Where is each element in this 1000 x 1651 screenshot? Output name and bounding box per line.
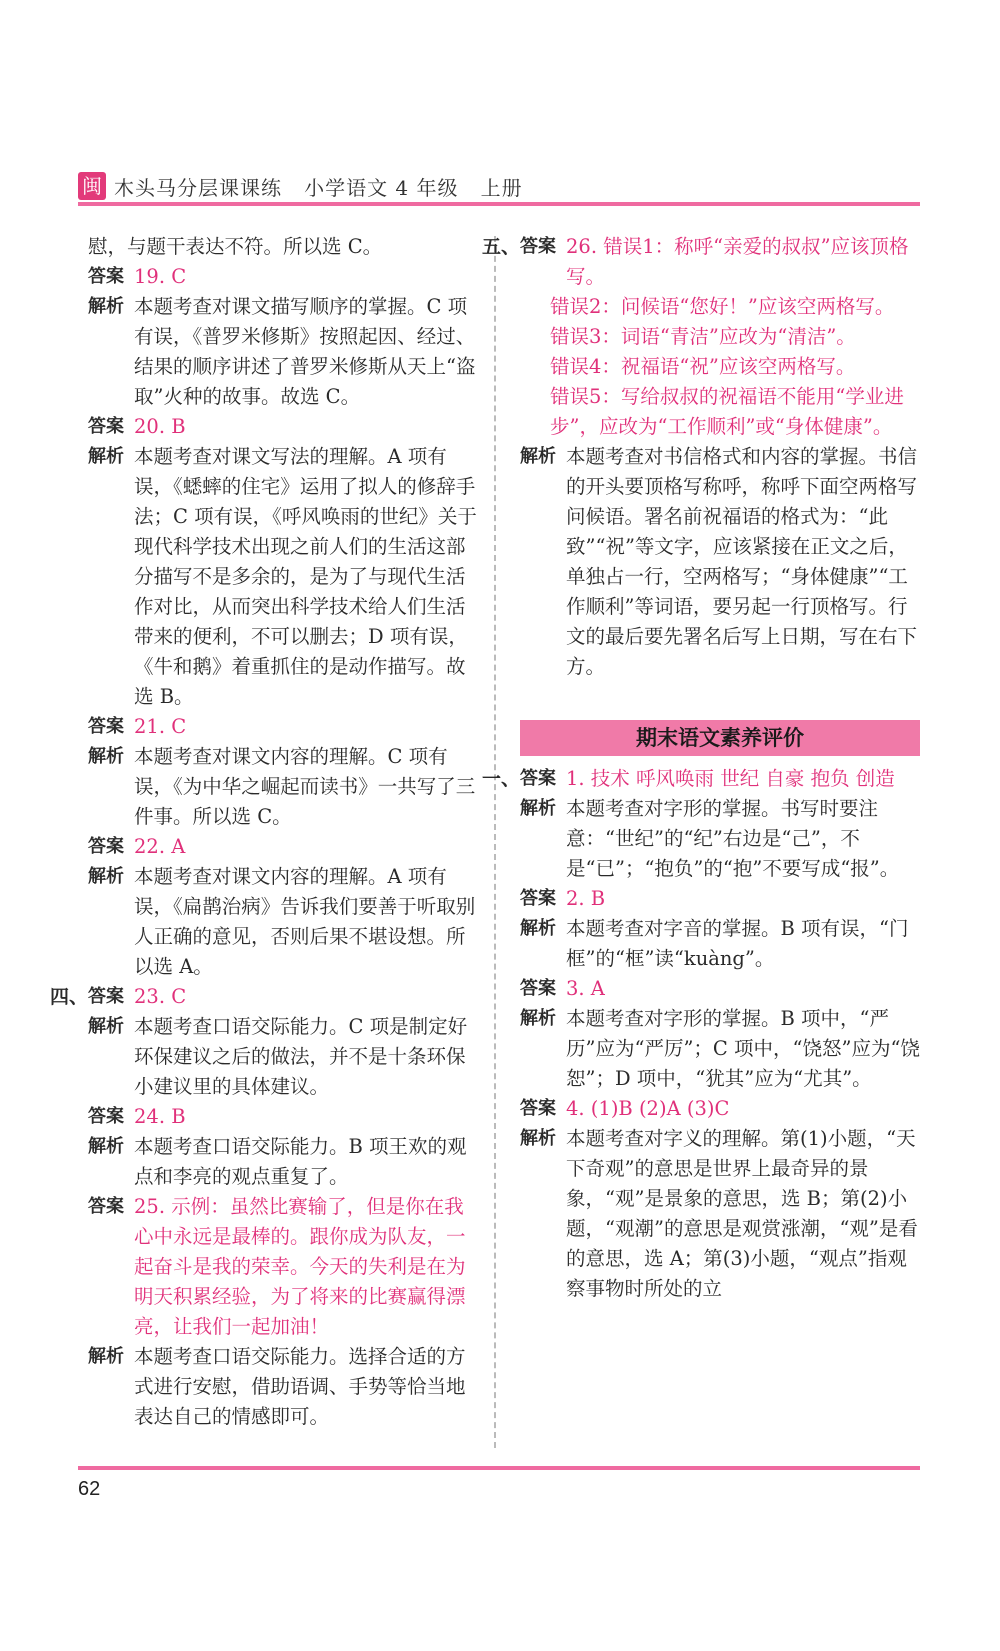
analysis-row [88, 1132, 478, 1192]
section-number: 一、 [482, 768, 521, 790]
analysis-label: 解析 [520, 446, 556, 467]
page-header [78, 168, 920, 206]
page-number: 62 [78, 1478, 101, 1500]
answer-row [88, 262, 478, 292]
answer-row [482, 232, 920, 292]
answer-value: 24. B [134, 1105, 186, 1128]
analysis-text: 本题考查口语交际能力。选择合适的方式进行安慰，借助语调、手势等恰当地表达自己的情感即可。 [134, 1345, 466, 1428]
answer-row [88, 712, 478, 742]
answer-row [88, 832, 478, 862]
analysis-label: 解析 [88, 746, 124, 767]
answer-row [88, 1192, 478, 1342]
column-divider [494, 236, 496, 1448]
section-number: 四、 [50, 986, 89, 1008]
analysis-text: 本题考查口语交际能力。B 项王欢的观点和李亮的观点重复了。 [134, 1135, 467, 1188]
analysis-row [520, 1124, 920, 1304]
analysis-row [88, 292, 478, 412]
analysis-label: 解析 [88, 866, 124, 887]
analysis-row [520, 794, 920, 884]
analysis-row [88, 862, 478, 982]
answer-label: 答案 [520, 1098, 556, 1119]
answer-text: 慰，与题干表达不符。所以选 C。 [88, 235, 383, 258]
analysis-text: 本题考查对课文写法的理解。A 项有误，《蟋蟀的住宅》运用了拟人的修辞手法；C 项有误，《呼风唤雨的世纪》关于现代科学技术出现之前人们的生活这部分描写不是多余的，是为了与现代生活作对比，从而突出科学技术给人们生活带来的便利，不可以删去；D 项有误，《牛和鹅》着重抓住的是动作描写。故选 B。 [134, 445, 477, 708]
book-logo-icon: 闽 [78, 172, 106, 200]
answer-label: 答案 [520, 978, 556, 999]
analysis-text: 本题考查对字义的理解。第(1)小题，“天下奇观”的意思是世界上最奇异的景象，“观”是景象的意思，选 B；第(2)小题，“观潮”的意思是观赏涨潮，“观”是看的意思，选 A；第(3)小题，“观点”指观察事物时所处的立 [566, 1127, 918, 1300]
error-item: 错误3：词语“青洁”应改为“清洁”。 [550, 325, 856, 348]
analysis-label: 解析 [88, 1136, 124, 1157]
footer-rule [78, 1466, 920, 1470]
analysis-text: 本题考查对课文内容的理解。A 项有误，《扁鹊治病》告诉我们要善于听取别人正确的意见，否则后果不堪设想。所以选 A。 [134, 865, 476, 978]
analysis-label: 解析 [88, 1016, 124, 1037]
analysis-text: 本题考查对字形的掌握。B 项中，“严历”应为“严厉”；C 项中，“饶怒”应为“饶恕”；D 项中，“犹其”应为“尤其”。 [566, 1007, 920, 1090]
analysis-label: 解析 [520, 918, 556, 939]
answer-value: 21. C [134, 715, 187, 738]
analysis-text: 本题考查对课文内容的理解。C 项有误，《为中华之崛起而读书》一共写了三件事。所以选 C。 [134, 745, 476, 828]
analysis-label: 解析 [88, 1346, 124, 1367]
answer-value: 23. C [134, 985, 187, 1008]
answer-row [88, 412, 478, 442]
analysis-row [88, 742, 478, 832]
analysis-text: 本题考查对字形的掌握。书写时要注意：“世纪”的“纪”右边是“己”，不是“已”；“抱负”的“抱”不要写成“报”。 [566, 797, 900, 880]
analysis-text: 本题考查对书信格式和内容的掌握。书信的开头要顶格写称呼，称呼下面空两格写问候语。署名前祝福语的格式为：“此致”“祝”等文字，应该紧接在正文之后，单独占一行，空两格写；“身体健康”“工作顺利”等词语，要另起一行顶格写。行文的最后要先署名后写上日期，写在右下方。 [566, 445, 918, 678]
answer-label: 答案 [88, 266, 124, 287]
answer-value: 4. (1)B (2)A (3)C [566, 1097, 730, 1120]
answer-label: 答案 [88, 416, 124, 437]
section-title-bar: 期末语文素养评价 [520, 720, 920, 756]
analysis-row [520, 442, 920, 682]
answer-value: 3. A [566, 977, 605, 1000]
answer-label: 答案 [88, 716, 124, 737]
analysis-label: 解析 [520, 1128, 556, 1149]
analysis-label: 解析 [88, 446, 124, 467]
section-number: 五、 [482, 236, 521, 258]
answer-row [520, 974, 920, 1004]
answer-label: 答案 [88, 836, 124, 857]
book-title: 木头马分层课课练 小学语文 4 年级 上册 [114, 176, 523, 200]
answer-value: 26. 错误1：称呼“亲爱的叔叔”应该顶格写。 [566, 235, 909, 288]
answer-row [520, 1094, 920, 1124]
answer-label: 答案 [88, 1106, 124, 1127]
answer-value: 2. B [566, 887, 606, 910]
answer-value: 20. B [134, 415, 186, 438]
error-item: 错误4：祝福语“祝”应该空两格写。 [550, 355, 856, 378]
answer-label: 答案 [88, 1196, 124, 1217]
error-item: 错误2：问候语“您好！”应该空两格写。 [550, 295, 895, 318]
analysis-label: 解析 [520, 1008, 556, 1029]
answer-value: 19. C [134, 265, 187, 288]
analysis-row [88, 442, 478, 712]
answer-row [520, 884, 920, 914]
analysis-row [88, 1012, 478, 1102]
analysis-text: 本题考查口语交际能力。C 项是制定好环保建议之后的做法，并不是十条环保小建议里的具体建议。 [134, 1015, 468, 1098]
error-item: 错误5：写给叔叔的祝福语不能用“学业进步”，应改为“工作顺利”或“身体健康”。 [550, 385, 904, 438]
answer-row [482, 764, 920, 794]
answer-row [88, 1102, 478, 1132]
analysis-row [88, 1342, 478, 1432]
header-rule [78, 202, 920, 206]
answer-value: 1. 技术 呼风唤雨 世纪 自豪 抱负 创造 [566, 767, 895, 790]
analysis-row [520, 914, 920, 974]
answer-label: 答案 [520, 888, 556, 909]
analysis-row [520, 1004, 920, 1094]
answer-value: 22. A [134, 835, 186, 858]
answer-value: 25. 示例：虽然比赛输了，但是你在我心中永远是最棒的。跟你成为队友，一起奋斗是我的荣幸。今天的失利是在为明天积累经验，为了将来的比赛赢得漂亮，让我们一起加油！ [134, 1195, 466, 1338]
analysis-label: 解析 [88, 296, 124, 317]
analysis-text: 本题考查对字音的掌握。B 项有误，“门框”的“框”读“kuàng”。 [566, 917, 909, 970]
right-column [482, 232, 920, 1304]
answer-label: 答案 [520, 768, 556, 789]
analysis-label: 解析 [520, 798, 556, 819]
left-column [50, 232, 478, 1432]
answer-label: 答案 [88, 986, 124, 1007]
answer-row [50, 982, 478, 1012]
answer-label: 答案 [520, 236, 556, 257]
analysis-text: 本题考查对课文描写顺序的掌握。C 项有误，《普罗米修斯》按照起因、经过、结果的顺序讲述了普罗米修斯从天上“盗取”火种的故事。故选 C。 [134, 295, 476, 408]
